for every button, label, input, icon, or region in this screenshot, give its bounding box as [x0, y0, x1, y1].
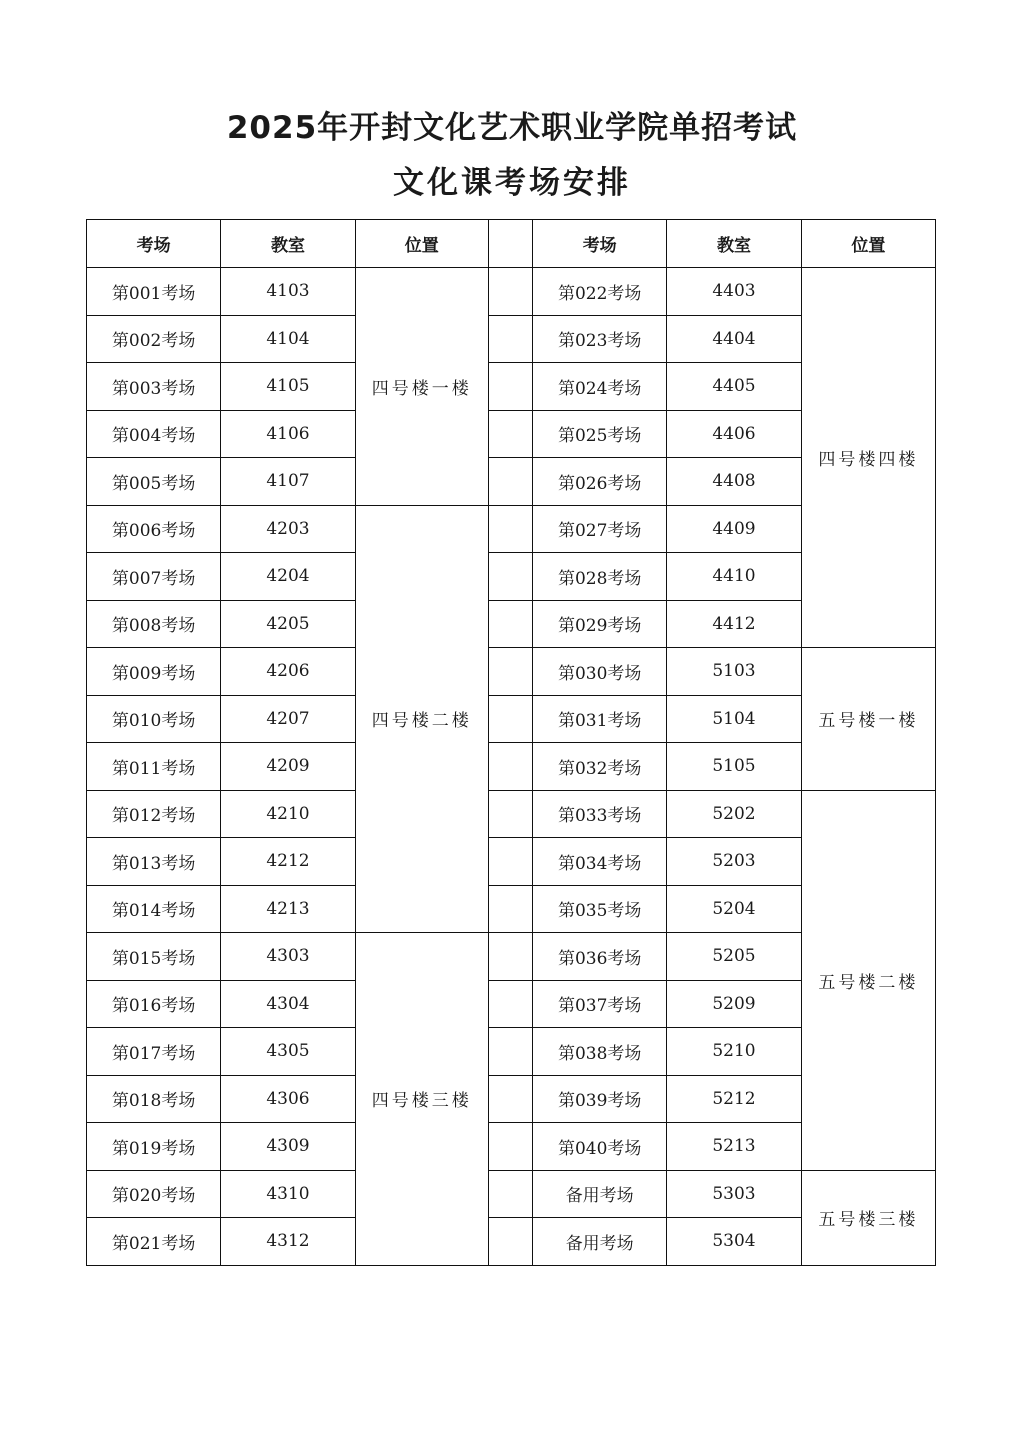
classroom-cell: 4103	[221, 268, 355, 316]
exam-room-cell: 第001考场	[87, 268, 221, 316]
classroom-cell: 5203	[667, 838, 801, 886]
header-classroom-right: 教室	[667, 220, 801, 268]
classroom-cell: 5104	[667, 695, 801, 743]
exam-room-cell: 第035考场	[533, 885, 667, 933]
classroom-cell: 4410	[667, 553, 801, 601]
classroom-cell: 4213	[221, 885, 355, 933]
exam-room-cell: 第020考场	[87, 1170, 221, 1218]
classroom-cell: 4212	[221, 838, 355, 886]
classroom-cell: 5210	[667, 1028, 801, 1076]
spacer-cell	[488, 790, 532, 838]
exam-room-cell: 第027考场	[533, 505, 667, 553]
spacer-cell	[488, 695, 532, 743]
classroom-cell: 4412	[667, 600, 801, 648]
classroom-cell: 4405	[667, 363, 801, 411]
classroom-cell: 4104	[221, 315, 355, 363]
spacer-cell	[488, 410, 532, 458]
classroom-cell: 4310	[221, 1170, 355, 1218]
exam-room-cell: 第033考场	[533, 790, 667, 838]
exam-room-cell: 第018考场	[87, 1075, 221, 1123]
spacer-cell	[488, 553, 532, 601]
spacer-cell	[488, 1028, 532, 1076]
spacer-cell	[488, 505, 532, 553]
exam-room-cell: 第004考场	[87, 410, 221, 458]
table-row	[87, 648, 936, 696]
spacer-cell	[488, 648, 532, 696]
exam-room-cell: 第021考场	[87, 1218, 221, 1266]
exam-room-cell: 第006考场	[87, 505, 221, 553]
classroom-cell: 4106	[221, 410, 355, 458]
table-header-row	[87, 220, 936, 268]
exam-room-cell: 第038考场	[533, 1028, 667, 1076]
classroom-cell: 5212	[667, 1075, 801, 1123]
exam-room-cell: 第016考场	[87, 980, 221, 1028]
header-exam-room-right: 考场	[533, 220, 667, 268]
classroom-cell: 4409	[667, 505, 801, 553]
exam-room-cell: 第012考场	[87, 790, 221, 838]
header-classroom-left: 教室	[221, 220, 355, 268]
table-row	[87, 790, 936, 838]
classroom-cell: 4309	[221, 1123, 355, 1171]
location-cell: 五号楼一楼	[801, 648, 935, 791]
header-spacer	[488, 220, 532, 268]
exam-room-cell: 第031考场	[533, 695, 667, 743]
exam-room-cell: 第025考场	[533, 410, 667, 458]
location-cell: 五号楼三楼	[801, 1170, 935, 1265]
classroom-cell: 4203	[221, 505, 355, 553]
classroom-cell: 4404	[667, 315, 801, 363]
exam-room-cell: 第003考场	[87, 363, 221, 411]
exam-room-cell: 第009考场	[87, 648, 221, 696]
classroom-cell: 4406	[667, 410, 801, 458]
exam-room-cell: 第022考场	[533, 268, 667, 316]
exam-room-cell: 第030考场	[533, 648, 667, 696]
classroom-cell: 5213	[667, 1123, 801, 1171]
exam-room-cell: 第036考场	[533, 933, 667, 981]
spacer-cell	[488, 600, 532, 648]
exam-room-cell: 第015考场	[87, 933, 221, 981]
spacer-cell	[488, 1170, 532, 1218]
spacer-cell	[488, 268, 532, 316]
classroom-cell: 5205	[667, 933, 801, 981]
exam-room-cell: 第010考场	[87, 695, 221, 743]
exam-room-cell: 第011考场	[87, 743, 221, 791]
exam-room-cell: 第014考场	[87, 885, 221, 933]
classroom-cell: 5209	[667, 980, 801, 1028]
classroom-cell: 5105	[667, 743, 801, 791]
header-exam-room-left: 考场	[87, 220, 221, 268]
exam-room-cell: 第039考场	[533, 1075, 667, 1123]
exam-room-cell: 第040考场	[533, 1123, 667, 1171]
exam-room-cell: 第023考场	[533, 315, 667, 363]
location-cell: 四号楼三楼	[355, 933, 488, 1266]
classroom-cell: 4305	[221, 1028, 355, 1076]
exam-room-cell: 第019考场	[87, 1123, 221, 1171]
spacer-cell	[488, 838, 532, 886]
exam-room-cell: 第013考场	[87, 838, 221, 886]
classroom-cell: 5204	[667, 885, 801, 933]
classroom-cell: 4205	[221, 600, 355, 648]
classroom-cell: 4210	[221, 790, 355, 838]
spacer-cell	[488, 1218, 532, 1266]
exam-room-cell: 第008考场	[87, 600, 221, 648]
document-subtitle: 文化课考场安排	[393, 165, 631, 201]
exam-room-cell: 第028考场	[533, 553, 667, 601]
exam-room-cell: 备用考场	[533, 1170, 667, 1218]
spacer-cell	[488, 980, 532, 1028]
location-cell: 四号楼四楼	[801, 268, 935, 648]
classroom-cell: 4209	[221, 743, 355, 791]
classroom-cell: 4207	[221, 695, 355, 743]
classroom-cell: 4204	[221, 553, 355, 601]
spacer-cell	[488, 458, 532, 506]
classroom-cell: 4403	[667, 268, 801, 316]
exam-room-cell: 第032考场	[533, 743, 667, 791]
table-row	[87, 268, 936, 316]
exam-room-cell: 第007考场	[87, 553, 221, 601]
exam-room-cell: 第002考场	[87, 315, 221, 363]
location-cell: 四号楼二楼	[355, 505, 488, 933]
table-row	[87, 1170, 936, 1218]
header-location-right: 位置	[801, 220, 935, 268]
exam-room-cell: 第034考场	[533, 838, 667, 886]
header-location-left: 位置	[355, 220, 488, 268]
exam-room-cell: 第026考场	[533, 458, 667, 506]
exam-room-cell: 第005考场	[87, 458, 221, 506]
spacer-cell	[488, 363, 532, 411]
classroom-cell: 4206	[221, 648, 355, 696]
classroom-cell: 5202	[667, 790, 801, 838]
classroom-cell: 5103	[667, 648, 801, 696]
spacer-cell	[488, 1123, 532, 1171]
exam-room-cell: 第017考场	[87, 1028, 221, 1076]
exam-room-table	[86, 219, 936, 1266]
classroom-cell: 4312	[221, 1218, 355, 1266]
exam-room-cell: 第037考场	[533, 980, 667, 1028]
classroom-cell: 4303	[221, 933, 355, 981]
exam-room-cell: 第029考场	[533, 600, 667, 648]
document-title: 2025年开封文化艺术职业学院单招考试	[226, 110, 798, 146]
exam-room-cell: 第024考场	[533, 363, 667, 411]
location-cell: 五号楼二楼	[801, 790, 935, 1170]
classroom-cell: 4304	[221, 980, 355, 1028]
classroom-cell: 5303	[667, 1170, 801, 1218]
classroom-cell: 5304	[667, 1218, 801, 1266]
spacer-cell	[488, 933, 532, 981]
exam-room-cell: 备用考场	[533, 1218, 667, 1266]
location-cell: 四号楼一楼	[355, 268, 488, 506]
spacer-cell	[488, 315, 532, 363]
spacer-cell	[488, 1075, 532, 1123]
classroom-cell: 4408	[667, 458, 801, 506]
spacer-cell	[488, 743, 532, 791]
classroom-cell: 4107	[221, 458, 355, 506]
classroom-cell: 4105	[221, 363, 355, 411]
classroom-cell: 4306	[221, 1075, 355, 1123]
spacer-cell	[488, 885, 532, 933]
